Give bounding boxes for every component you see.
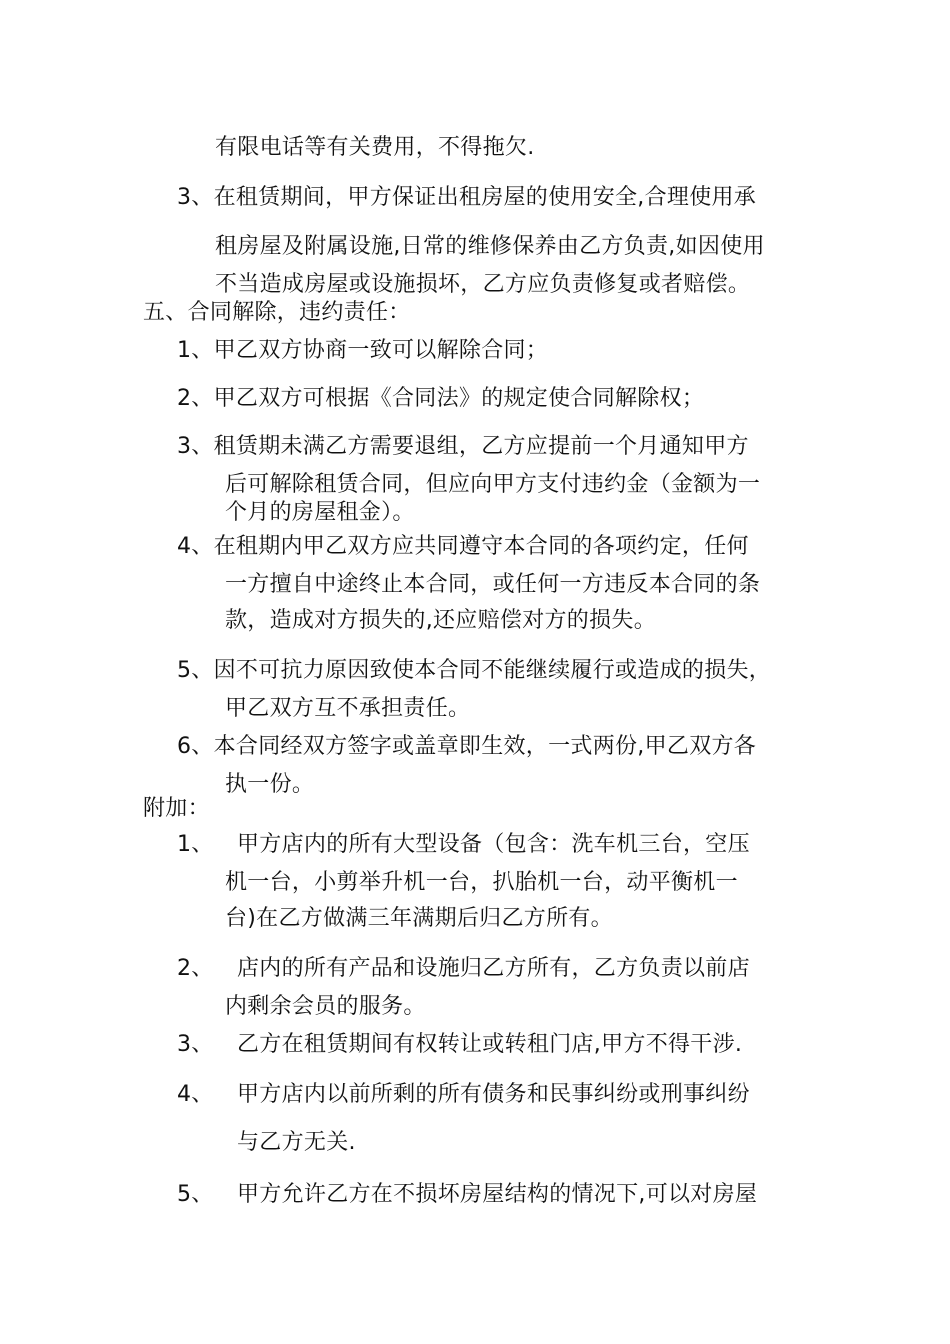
clause-5-3-line: 3、租赁期未满乙方需要退组，乙方应提前一个月通知甲方: [177, 434, 749, 459]
appendix-item-number: 4、: [177, 1082, 214, 1107]
clause-5-5-line: 5、因不可抗力原因致使本合同不能继续履行或造成的损失，: [177, 658, 772, 683]
text-line: 个月的房屋租金）。: [225, 500, 415, 525]
appendix-item-number: 5、: [177, 1182, 214, 1207]
clause-4-3-line: 3、在租赁期间，甲方保证出租房屋的使用安全,合理使用承: [177, 185, 757, 210]
text-line: 执一份。: [225, 772, 315, 797]
appendix-item-text: 甲方店内以前所剩的所有债务和民事纠纷或刑事纠纷: [237, 1082, 750, 1107]
text-line: 不当造成房屋或设施损坏，乙方应负责修复或者赔偿。: [215, 272, 751, 297]
text-line: 甲乙双方互不承担责任。: [225, 696, 471, 721]
appendix-item-number: 3、: [177, 1032, 214, 1057]
text-line: 租房屋及附属设施,日常的维修保养由乙方负责,如因使用: [215, 234, 765, 259]
section-heading: 五、合同解除，违约责任：: [143, 300, 411, 325]
text-line: 台)在乙方做满三年满期后归乙方所有。: [225, 906, 613, 931]
text-line: 有限电话等有关费用，不得拖欠.: [215, 135, 535, 160]
clause-5-1-line: 1、甲乙双方协商一致可以解除合同；: [177, 338, 549, 363]
text-line: 款，造成对方损失的,还应赔偿对方的损失。: [225, 608, 656, 633]
text-line: 一方擅自中途终止本合同，或任何一方违反本合同的条: [225, 572, 761, 597]
appendix-item-number: 1、: [177, 832, 214, 857]
appendix-item-text: 甲方店内的所有大型设备（包含：洗车机三台，空压: [237, 832, 750, 857]
text-line: 机一台，小剪举升机一台，扒胎机一台，动平衡机一: [225, 870, 738, 895]
appendix-item-text: 店内的所有产品和设施归乙方所有，乙方负责以前店: [237, 956, 750, 981]
appendix-item-text: 甲方允许乙方在不损坏房屋结构的情况下,可以对房屋: [237, 1182, 758, 1207]
clause-5-6-line: 6、本合同经双方签字或盖章即生效，一式两份,甲乙双方各: [177, 734, 757, 759]
text-line: 与乙方无关.: [237, 1130, 356, 1155]
appendix-item-number: 2、: [177, 956, 214, 981]
clause-5-2-line: 2、甲乙双方可根据《合同法》的规定使合同解除权；: [177, 386, 705, 411]
text-line: 内剩余会员的服务。: [225, 994, 426, 1019]
appendix-item-text: 乙方在租赁期间有权转让或转租门店,甲方不得干涉.: [237, 1032, 743, 1057]
appendix-heading: 附加：: [143, 796, 210, 821]
text-line: 后可解除租赁合同，但应向甲方支付违约金（金额为一: [225, 472, 761, 497]
clause-5-4-line: 4、在租期内甲乙双方应共同遵守本合同的各项约定，任何: [177, 534, 749, 559]
